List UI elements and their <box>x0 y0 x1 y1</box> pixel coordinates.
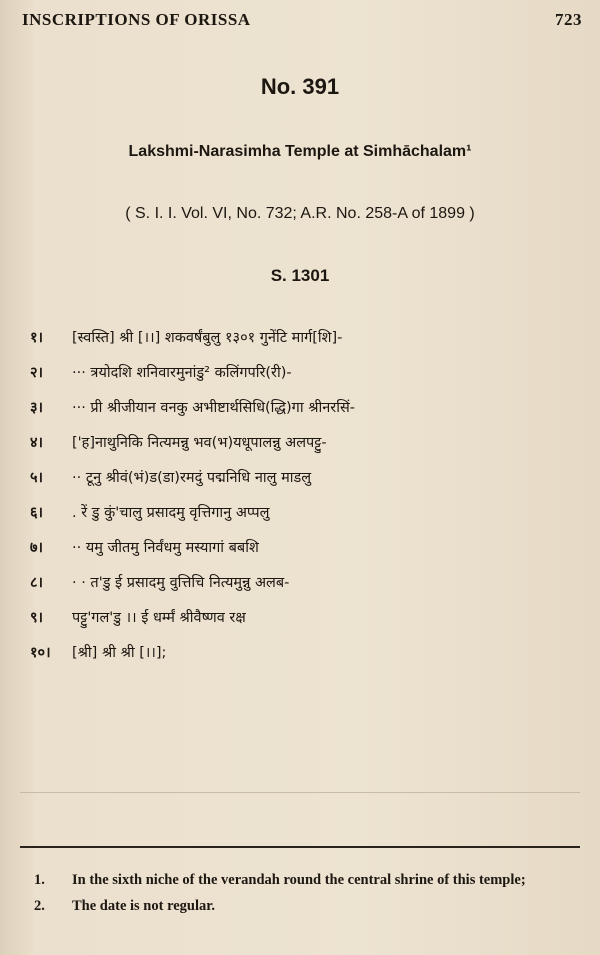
line-number: ७। <box>30 540 44 556</box>
source-reference: ( S. I. I. Vol. VI, No. 732; A.R. No. 258-A of 1899 ) <box>125 205 475 222</box>
footnote-text: In the sixth niche of the verandah round the central shrine of this temple; <box>72 872 526 888</box>
inscription-date: S. 1301 <box>270 266 330 285</box>
line-text: ··· प्री श्रीजीयान वनकु अभीष्टार्थसिधि(द्धि)गा श्रीनरसिं- <box>72 400 355 416</box>
line-number: १०। <box>30 645 51 661</box>
footnotes <box>34 870 574 922</box>
inscription-number: No. 391 <box>260 74 340 99</box>
inscription-line <box>30 636 570 671</box>
line-text: ·· यमु जीतमु निर्वंधमु मस्यागां बबशि <box>72 540 259 556</box>
running-header <box>22 6 582 34</box>
footnote <box>34 870 574 890</box>
inscription-line <box>30 391 570 426</box>
show-through-rule <box>20 792 580 793</box>
inscription-line <box>30 356 570 391</box>
header-title: INSCRIPTIONS OF ORISSA <box>22 10 251 29</box>
inscription-line <box>30 321 570 356</box>
inscription-title: Lakshmi-Narasimha Temple at Simhāchalam¹ <box>128 143 472 160</box>
page-number: 723 <box>555 10 582 29</box>
inscription-line <box>30 426 570 461</box>
line-text: ··· त्रयोदशि शनिवारमुनांडु² कलिंगपरि(री)- <box>72 365 292 381</box>
footnote-number: 2. <box>34 898 45 914</box>
inscription-line <box>30 496 570 531</box>
inscription-text <box>30 321 570 671</box>
line-text: . रें डु कुं'चालु प्रसादमु वृत्तिगानु अप्पलु <box>72 505 270 521</box>
line-number: ९। <box>30 610 44 626</box>
line-text: · · त'डु ई प्रसादमु वुत्तिचि नित्यमुन्नु अलब- <box>72 575 290 591</box>
inscription-line <box>30 601 570 636</box>
footnote-number: 1. <box>34 872 45 888</box>
line-number: ३। <box>30 400 44 416</box>
line-text: ·· टूनु श्रीवं(भं)ड(डा)रमदुं पद्मनिधि नालु माडलु <box>72 470 312 486</box>
line-number: २। <box>30 365 44 381</box>
line-number: ८। <box>30 575 44 591</box>
line-text: ['ह]नाथुनिकि नित्यमन्नु भव(भ)यधूपालन्नु अलपट्टु- <box>72 435 327 451</box>
inscription-line <box>30 531 570 566</box>
line-text: [श्री] श्री श्री [।।]; <box>72 645 167 661</box>
line-text: [स्वस्ति] श्री [।।] शकवर्षंबुलु १३०१ गुनेंटि मार्ग[शि]- <box>72 330 343 346</box>
line-number: १। <box>30 330 44 346</box>
inscription-line <box>30 461 570 496</box>
line-number: ४। <box>30 435 44 451</box>
line-number: ५। <box>30 470 44 486</box>
inscription-line <box>30 566 570 601</box>
line-number: ६। <box>30 505 44 521</box>
line-text: पट्टु'गल'डु ।। ई धर्म्मं श्रीवैष्णव रक्ष <box>72 610 246 626</box>
footnote <box>34 896 574 916</box>
footnote-text: The date is not regular. <box>72 898 215 914</box>
footnote-divider <box>20 846 580 848</box>
